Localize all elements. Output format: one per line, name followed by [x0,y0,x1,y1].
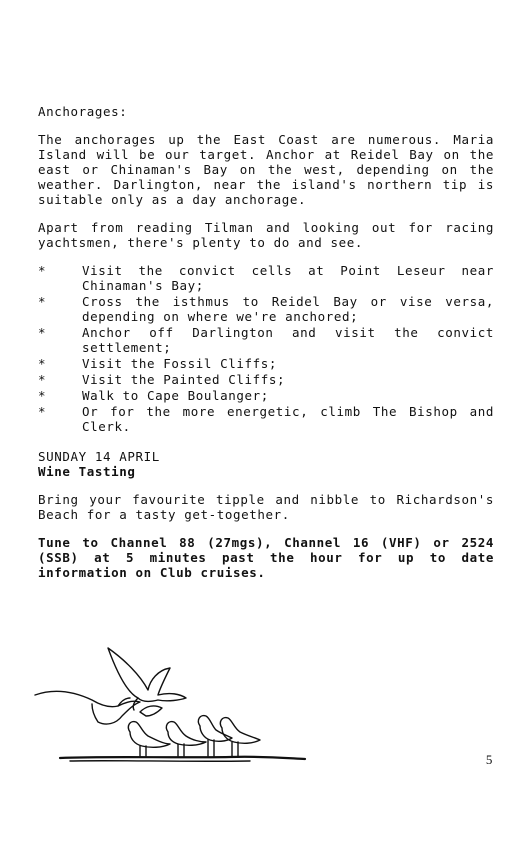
list-item-text: Or for the more energetic, climb The Bishop and Clerk. [82,404,494,434]
bullet-star: * [38,325,47,340]
list-item [38,325,494,355]
bullet-star: * [38,263,47,278]
event-date: SUNDAY 14 APRIL [38,449,160,464]
anchorages-paragraph-2: Apart from reading Tilman and looking out for racing yachtsmen, there's plenty to do and see. [38,220,494,250]
list-item [38,404,494,434]
list-item-text: Visit the convict cells at Point Leseur near Chinaman's Bay; [82,263,494,293]
list-item-text: Anchor off Darlington and visit the convict settlement; [82,325,494,355]
document-page [38,104,494,593]
list-item-text: Visit the Painted Cliffs; [82,372,286,387]
activities-list [38,263,494,434]
bullet-star: * [38,388,47,403]
list-item [38,356,494,371]
event-title: Wine Tasting [38,464,136,479]
anchorages-paragraph-1: The anchorages up the East Coast are numerous. Maria Island will be our target. Anchor at Reidel Bay on the east or Chinaman's Bay on the west, depending on the weather. Darlington, near the island's northern tip is suitable only as a day anchorage. [38,132,494,207]
page-number: 5 [485,752,493,767]
list-item [38,263,494,293]
list-item [38,372,494,387]
seagulls-illustration [30,640,310,765]
event-paragraph-1: Bring your favourite tipple and nibble to Richardson's Beach for a tasty get-together. [38,492,494,522]
section-heading-anchorages: Anchorages: [38,104,128,119]
list-item-text: Visit the Fossil Cliffs; [82,356,278,371]
bullet-star: * [38,372,47,387]
list-item [38,388,494,403]
list-item [38,294,494,324]
list-item-text: Cross the isthmus to Reidel Bay or vise versa, depending on where we're anchored; [82,294,494,324]
list-item-text: Walk to Cape Boulanger; [82,388,269,403]
bullet-star: * [38,404,47,419]
event-paragraph-2: Tune to Channel 88 (27mgs), Channel 16 (VHF) or 2524 (SSB) at 5 minutes past the hour for up to date information on Club cruises. [38,535,494,580]
bullet-star: * [38,356,47,371]
bullet-star: * [38,294,47,309]
